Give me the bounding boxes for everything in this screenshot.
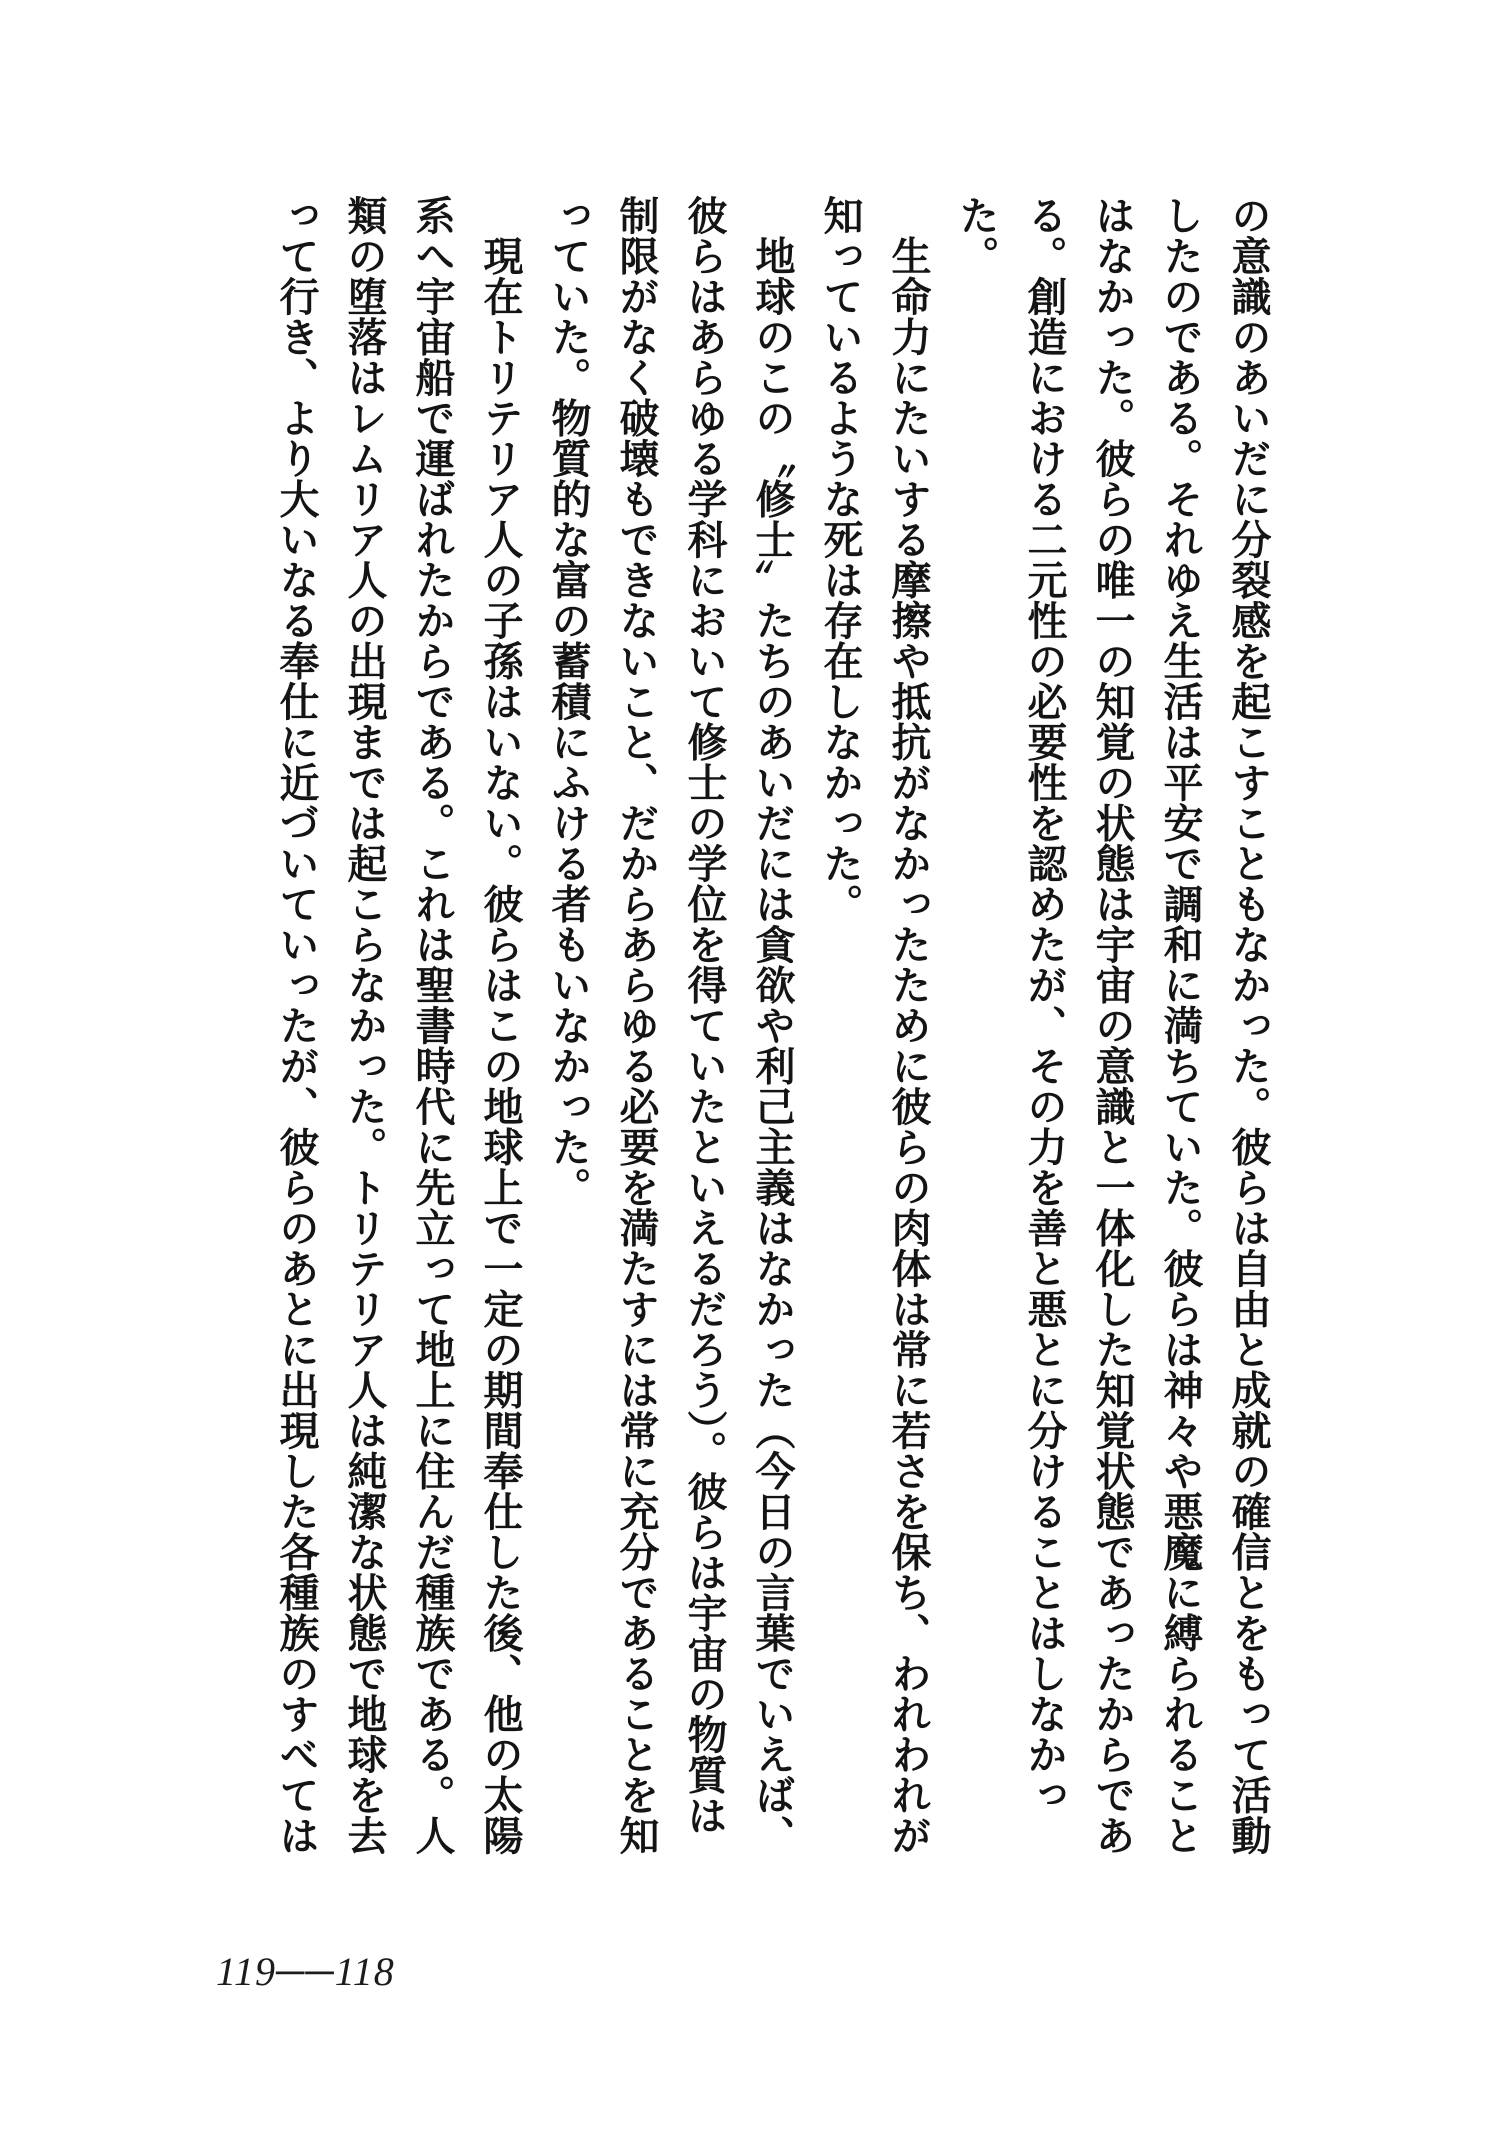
text-line-15: って行き、より大いなる奉仕に近づいていったが、彼らのあとに出現した各種族のすべては [273,195,320,1856]
text-line-13: 系へ宇宙船で運ばれたからである。これは聖書時代に先立って地上に住んだ種族である。人 [409,195,456,1856]
text-line-8: 地球のこの〝修士〟たちのあいだには貪欲や利己主義はなかった（今日の言葉でいえば、 [749,195,796,1856]
text-line-6: 生命力にたいする摩擦や抵抗がなかったために彼らの肉体は常に若さを保ち、われわれが [885,195,932,1856]
text-line-14: 類の堕落はレムリア人の出現までは起こらなかった。トリテリア人は純潔な状態で地球を去 [341,195,388,1856]
page-number: 119──118 [216,1949,395,1994]
text-line-12: 現在トリテリア人の子孫はいない。彼らはこの地球上で一定の期間奉仕した後、他の太陽 [477,195,524,1856]
vertical-body-text [182,195,1282,1910]
text-line-11: っていた。物質的な富の蓄積にふける者もいなかった。 [545,195,592,1208]
text-line-5: た。 [953,195,1000,276]
text-line-7: 知っているような死は存在しなかった。 [817,195,864,924]
text-line-9: 彼らはあらゆる学科において修士の学位を得ていたといえるだろう）。彼らは宇宙の物質は [681,195,728,1836]
text-line-10: 制限がなく破壊もできないこと、だからあらゆる必要を満たすには常に充分であることを知 [613,195,660,1856]
text-line-1: の意識のあいだに分裂感を起こすこともなかった。彼らは自由と成就の確信とをもって活動 [1225,195,1272,1856]
text-line-2: したのである。それゆえ生活は平安で調和に満ちていた。彼らは神々や悪魔に縛られること [1157,195,1204,1856]
text-line-3: はなかった。彼らの唯一の知覚の状態は宇宙の意識と一体化した知覚状態であったからであ [1089,195,1136,1856]
text-line-4: る。創造における二元性の必要性を認めたが、その力を善と悪とに分けることはしなかっ [1021,195,1068,1815]
